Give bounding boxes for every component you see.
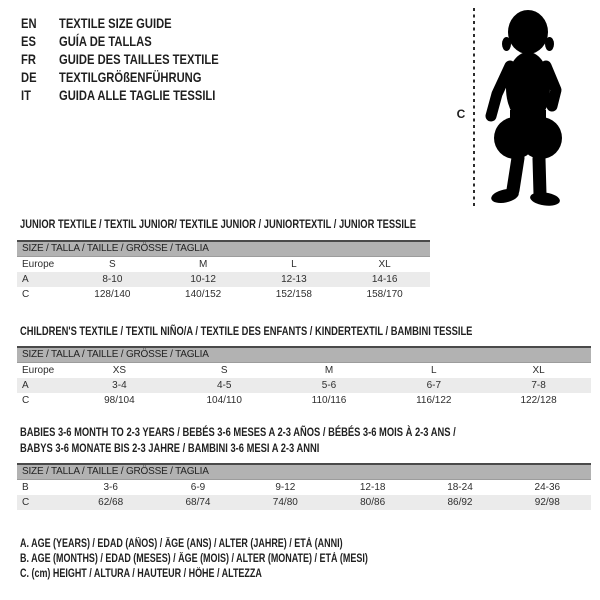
height-cell: 68/74 [185,497,211,508]
height-cell: 152/158 [275,289,312,300]
children-section-title: CHILDREN'S TEXTILE / TEXTIL NIÑO/A / TEXTILE DES ENFANTS / KINDERTEXTIL / BAMBINI TESSILE [20,324,473,338]
junior-size-table [17,240,430,302]
children-size-table [17,346,591,408]
size-cell: XL [532,365,545,376]
size-cell: M [324,365,334,376]
table-row-age-months [17,480,591,495]
size-header-bar: SIZE / TALLA / TAILLE / GRÖSSE / TAGLIA [17,463,591,480]
language-title: TEXTILE SIZE GUIDE [59,15,172,31]
size-cell: L [431,365,437,376]
size-header-bar: SIZE / TALLA / TAILLE / GRÖSSE / TAGLIA [17,346,591,363]
table-row-height-cm [17,393,591,408]
age-cell: 6-9 [190,482,206,493]
age-cell: 4-5 [216,380,232,391]
size-cell: XL [378,259,391,270]
table-row-height-cm [17,287,430,302]
age-cell: 3-6 [103,482,118,493]
language-code: EN [21,15,37,31]
age-cell: 9-12 [275,482,296,493]
height-cell: 140/152 [185,289,222,300]
language-row-fr [21,50,259,68]
height-cell: 116/122 [416,395,452,406]
age-cell: 24-36 [534,482,561,493]
height-cell: 128/140 [94,289,131,300]
language-title: TEXTILGRÖßENFÜHRUNG [59,69,202,85]
babies-size-table [17,463,591,510]
row-label: C [22,289,30,300]
row-label: Europe [22,365,55,376]
row-label: A [22,380,29,391]
row-label: A [22,274,29,285]
age-cell: 7-8 [531,380,546,391]
legend-note-b: B. AGE (MONTHS) / EDAD (MESES) / ÂGE (MOIS) / ALTER (MONATE) / ETÀ (MESI) [20,553,368,565]
language-code: FR [21,51,36,67]
language-title: GUIDE DES TAILLES TEXTILE [59,51,219,67]
height-measure-label: C [456,107,466,121]
language-row-de [21,68,259,86]
row-label: Europe [22,259,55,270]
table-row-height-cm [17,495,591,510]
size-cell: S [109,259,116,270]
babies-section-title-line2: BABYS 3-6 MONATE BIS 2-3 JAHRE / BAMBINI 3-6 MESI A 2-3 ANNI [20,441,320,455]
junior-section-title: JUNIOR TEXTILE / TEXTIL JUNIOR/ TEXTILE JUNIOR / JUNIORTEXTIL / JUNIOR TESSILE [20,217,416,231]
language-title-list [21,14,259,104]
age-cell: 10-12 [190,274,216,285]
age-cell: 18-24 [447,482,473,493]
table-row-age-years [17,272,430,287]
row-label: C [22,395,30,406]
row-label: B [22,482,29,493]
language-code: DE [21,69,37,85]
height-cell: 104/110 [206,395,242,406]
height-cell: 110/116 [311,395,347,406]
size-header-bar: SIZE / TALLA / TAILLE / GRÖSSE / TAGLIA [17,240,430,257]
age-cell: 3-4 [112,380,127,391]
size-cell: XS [112,365,127,376]
legend-note-c: C. (cm) HEIGHT / ALTURA / HAUTEUR / HÖHE / ALTEZZA [20,568,262,580]
height-cell: 74/80 [272,497,298,508]
table-row-europe [17,363,591,378]
age-cell: 14-16 [371,274,398,285]
table-row-europe [17,257,430,272]
height-cell: 158/170 [366,289,403,300]
row-label: C [22,497,30,508]
language-row-it [21,86,259,104]
height-measure-line [472,8,476,208]
language-row-en [21,14,259,32]
height-cell: 62/68 [98,497,124,508]
language-row-es [21,32,259,50]
age-cell: 12-13 [281,274,307,285]
size-cell: M [198,259,208,270]
size-cell: L [291,259,297,270]
height-cell: 122/128 [520,395,557,406]
table-row-age-years [17,378,591,393]
language-title: GUIDA ALLE TAGLIE TESSILI [59,87,216,103]
babies-section-title-line1: BABIES 3-6 MONTH TO 2-3 YEARS / BEBÉS 3-6 MESES A 2-3 AÑOS / BÉBÉS 3-6 MOIS À 2-3 ANS / [20,425,456,439]
height-cell: 80/86 [360,497,386,508]
legend-note-a: A. AGE (YEARS) / EDAD (AÑOS) / ÂGE (ANS) / ALTER (JAHRE) / ETÀ (ANNI) [20,538,343,550]
age-cell: 5-6 [321,380,337,391]
size-cell: S [220,365,228,376]
age-cell: 8-10 [102,274,123,285]
age-cell: 6-7 [426,380,442,391]
language-code: ES [21,33,36,49]
language-code: IT [21,87,31,103]
baby-silhouette-icon [482,6,574,207]
age-cell: 12-18 [359,482,386,493]
height-cell: 98/104 [104,395,135,406]
height-cell: 86/92 [447,497,473,508]
height-cell: 92/98 [534,497,560,508]
language-title: GUÍA DE TALLAS [59,33,152,49]
